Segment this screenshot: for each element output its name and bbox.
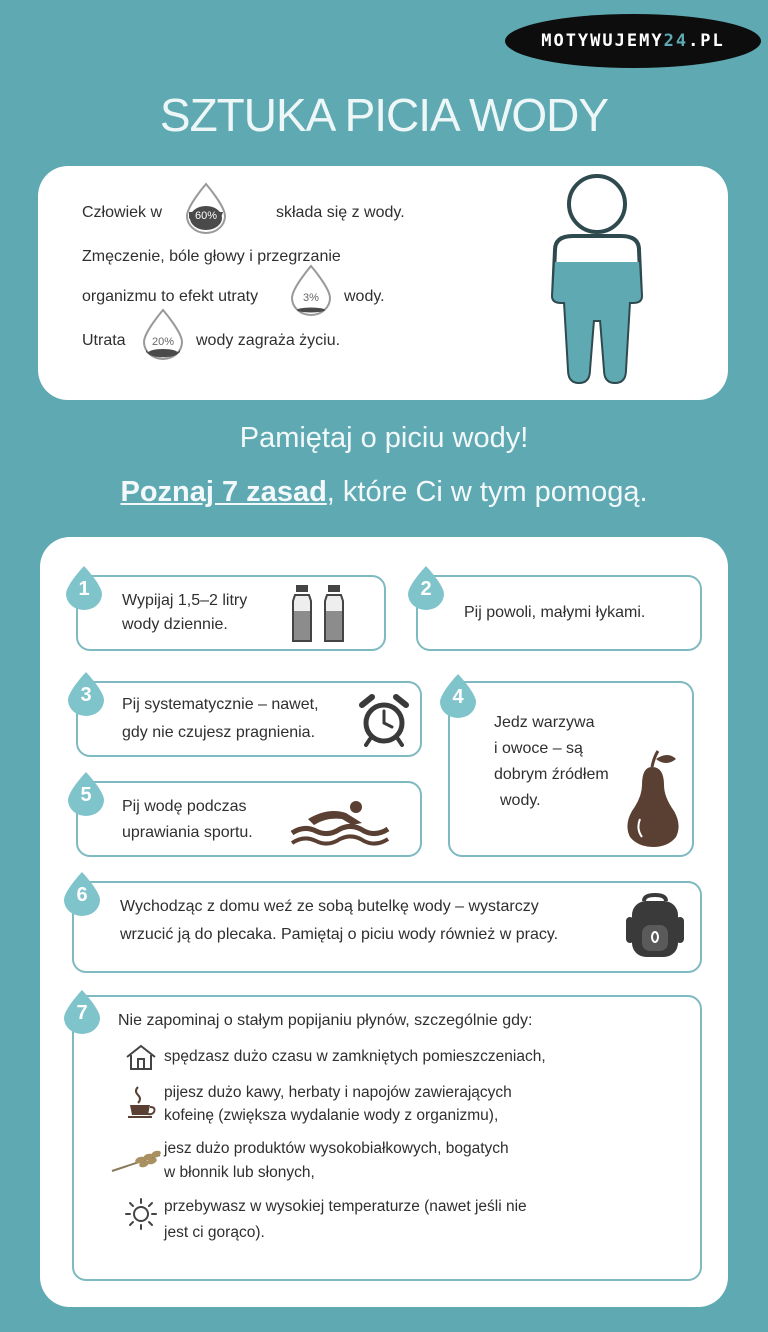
rule-5-number-badge: 5 (66, 771, 106, 817)
rule-2-text: Pij powoli, małymi łykami. (464, 604, 646, 621)
intro-line-1b: składa się z wody. (276, 204, 405, 221)
rule-4-box (448, 681, 694, 857)
rule-1-number-badge: 1 (64, 565, 104, 611)
rule-4-text-a: Jedz warzywa (494, 714, 595, 731)
rule-4-text-c: dobrym źródłem (494, 766, 609, 783)
intro-line-3b: wody. (344, 288, 385, 305)
intro-line-3: organizmu to efekt utraty (82, 288, 259, 305)
rule-7-item-4a: przebywasz w wysokiej temperaturze (nawet jeśli nie (164, 1198, 527, 1215)
rule-6-text-b: wrzucić ją do plecaka. Pamiętaj o piciu wody również w pracy. (120, 926, 559, 943)
reminder-subline: Poznaj 7 zasad, które Ci w tym pomogą. (120, 476, 648, 508)
rule-5-box (76, 781, 422, 857)
intro-card (38, 166, 728, 400)
intro-line-4: Utrata (82, 332, 126, 349)
rule-6-box (72, 881, 702, 973)
rule-7-item-2a: pijesz dużo kawy, herbaty i napojów zawierających (164, 1084, 512, 1101)
rule-7-item-3b: w błonnik lub słonych, (164, 1164, 315, 1181)
intro-line-1: Człowiek w (82, 204, 163, 221)
pear-icon (622, 749, 684, 849)
rules-card (40, 537, 728, 1307)
rule-5-text-a: Pij wodę podczas (122, 798, 247, 815)
rule-1-text-b: wody dziennie. (122, 616, 228, 633)
swimmer-icon (290, 797, 390, 847)
rule-5-text-b: uprawiania sportu. (122, 824, 253, 841)
rule-3-text-a: Pij systematycznie – nawet, (122, 696, 319, 713)
rule-7-number-badge: 7 (62, 989, 102, 1035)
rule-4-number-badge: 4 (438, 673, 478, 719)
logo-text: MOTYWUJEMY (541, 31, 664, 51)
logo-suffix: .PL (688, 31, 725, 51)
drop-60-icon: 60% (183, 182, 229, 234)
intro-line-2: Zmęczenie, bóle głowy i przegrzanie (82, 248, 341, 265)
rule-3-text-b: gdy nie czujesz pragnienia. (122, 724, 316, 741)
rule-2-number-badge: 2 (406, 565, 446, 611)
logo-number: 24 (663, 31, 689, 51)
water-bottles-icon (290, 583, 352, 645)
rule-7-item-4b: jest ci gorąco). (164, 1224, 265, 1241)
rule-4-text-b: i owoce – są (494, 740, 583, 757)
rule-1-box (76, 575, 386, 651)
rule-4-text-d: wody. (500, 792, 541, 809)
sun-icon (124, 1197, 158, 1231)
human-body-icon (525, 170, 665, 392)
site-logo[interactable] (505, 14, 761, 68)
rule-1-text-a: Wypijaj 1,5–2 litry (122, 592, 248, 609)
rule-7-text: Nie zapominaj o stałym popijaniu płynów, szczególnie gdy: (118, 1012, 533, 1029)
reminder-headline: Pamiętaj o piciu wody! (239, 422, 529, 454)
rule-3-box (76, 681, 422, 757)
rule-7-item-1: spędzasz dużo czasu w zamkniętych pomieszczeniach, (164, 1048, 546, 1065)
house-icon (124, 1043, 158, 1071)
rule-3-number-badge: 3 (66, 671, 106, 717)
wheat-icon (110, 1147, 162, 1175)
alarm-clock-icon (358, 693, 410, 747)
rule-7-item-2b: kofeinę (zwiększa wydalanie wody z organizmu), (164, 1107, 499, 1124)
rule-6-number-badge: 6 (62, 871, 102, 917)
drop-3-icon: 3% (288, 264, 334, 316)
intro-line-4b: wody zagraża życiu. (196, 332, 341, 349)
drop-20-icon: 20% (140, 308, 186, 360)
rule-2-box (416, 575, 702, 651)
rule-7-item-3a: jesz dużo produktów wysokobiałkowych, bogatych (164, 1140, 509, 1157)
coffee-cup-icon (126, 1085, 156, 1119)
backpack-icon (622, 893, 688, 961)
page-title: SZTUKA PICIA WODY (159, 89, 609, 141)
rules-count-link: Poznaj 7 zasad (120, 476, 327, 508)
rule-6-text-a: Wychodząc z domu weź ze sobą butelkę wody – wystarczy (120, 898, 539, 915)
